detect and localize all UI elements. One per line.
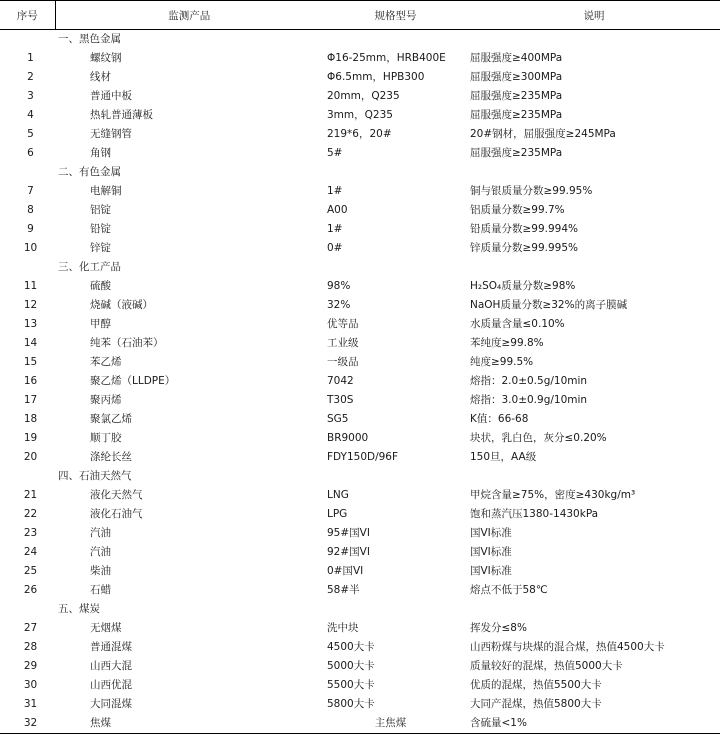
row-num: 3 (27, 90, 34, 102)
product-name: 无缝钢管 (90, 128, 132, 140)
product-name: 锌锭 (90, 242, 111, 254)
table-row (0, 448, 720, 467)
header-spec: 规格型号 (323, 1, 468, 30)
row-num: 21 (23, 489, 38, 501)
spec-model: 32% (327, 299, 351, 311)
spec-model: LNG (327, 489, 349, 501)
row-num: 16 (23, 375, 38, 387)
table-row (0, 524, 720, 543)
description: 大同产混煤，热值5800大卡 (470, 698, 602, 710)
description: NaOH质量分数≥32%的离子膜碱 (470, 299, 628, 311)
spec-model: 4500大卡 (327, 641, 375, 653)
spec-model: LPG (327, 508, 348, 520)
description: 铝质量分数≥99.7% (470, 204, 565, 216)
description: 铜与银质量分数≥99.95% (470, 185, 593, 197)
row-num: 11 (23, 280, 38, 292)
product-name: 铝锭 (90, 204, 111, 216)
spec-model: 7042 (327, 375, 354, 387)
table-row (0, 239, 720, 258)
row-num: 14 (23, 337, 38, 349)
row-num: 22 (23, 508, 38, 520)
table-row (0, 334, 720, 353)
product-name: 角钢 (90, 147, 111, 159)
product-name: 无烟煤 (90, 622, 122, 634)
table-row (0, 87, 720, 106)
category-label: 一、黑色金属 (58, 33, 121, 45)
category-label: 三、化工产品 (58, 261, 121, 273)
description: 国VI标准 (470, 527, 512, 539)
table-row (0, 505, 720, 524)
table-row (0, 695, 720, 714)
spec-model: 1# (327, 223, 343, 235)
spec-model: 优等品 (327, 318, 359, 330)
product-name: 热轧普通薄板 (90, 109, 153, 121)
table-header-row (0, 1, 720, 30)
table-row (0, 638, 720, 657)
description: 150旦，AA级 (470, 451, 537, 463)
category-row (0, 467, 720, 486)
table-row (0, 619, 720, 638)
spec-model: 工业级 (327, 337, 359, 349)
description: 甲烷含量≥75%，密度≥430kg/m³ (470, 489, 636, 501)
product-name: 山西大混 (90, 660, 132, 672)
table-row (0, 182, 720, 201)
table-row (0, 657, 720, 676)
header-note: 说明 (468, 1, 720, 30)
table-row (0, 68, 720, 87)
category-label: 五、煤炭 (58, 603, 100, 615)
row-num: 17 (23, 394, 38, 406)
category-row (0, 600, 720, 619)
description: H₂SO₄质量分数≥98% (470, 280, 576, 292)
row-num: 30 (23, 679, 38, 691)
table-row (0, 106, 720, 125)
description: 熔点不低于58℃ (470, 584, 548, 596)
row-num (0, 600, 55, 619)
row-num: 23 (23, 527, 38, 539)
product-name: 汽油 (90, 527, 111, 539)
row-num: 19 (23, 432, 38, 444)
table-row (0, 676, 720, 695)
description: 熔指：2.0±0.5g/10min (470, 375, 588, 387)
row-num: 29 (23, 660, 38, 672)
row-num: 28 (23, 641, 38, 653)
row-num: 31 (23, 698, 38, 710)
spec-model: 58#半 (327, 584, 360, 596)
row-num: 15 (23, 356, 38, 368)
row-num: 13 (23, 318, 38, 330)
row-num: 20 (23, 451, 38, 463)
product-name: 电解铜 (90, 185, 122, 197)
spec-model: 3mm，Q235 (327, 109, 393, 121)
product-name: 螺纹钢 (90, 52, 122, 64)
product-name: 汽油 (90, 546, 111, 558)
row-num: 26 (23, 584, 38, 596)
table-row (0, 201, 720, 220)
table-row (0, 49, 720, 68)
product-name: 顺丁胶 (90, 432, 122, 444)
spec-model: BR9000 (327, 432, 369, 444)
table-row (0, 562, 720, 581)
description: 锌质量分数≥99.995% (470, 242, 579, 254)
spec-model: 20mm，Q235 (327, 90, 400, 102)
spec-model: 1# (327, 185, 343, 197)
product-name: 线材 (90, 71, 111, 83)
spec-model: 主焦煤 (323, 714, 468, 734)
table-body (0, 30, 720, 734)
description: 国VI标准 (470, 565, 512, 577)
spec-model: A00 (327, 204, 348, 216)
spec-model: 5500大卡 (327, 679, 375, 691)
category-row (0, 30, 720, 50)
table-row (0, 220, 720, 239)
row-num: 9 (27, 223, 34, 235)
row-num: 25 (23, 565, 38, 577)
spec-model: 5# (327, 147, 343, 159)
table-row (0, 714, 720, 734)
row-num: 12 (23, 299, 38, 311)
spec-model: 5000大卡 (327, 660, 375, 672)
table-row (0, 486, 720, 505)
description: 20#钢材，屈服强度≥245MPa (470, 128, 616, 140)
product-name: 普通混煤 (90, 641, 132, 653)
table-row (0, 543, 720, 562)
row-num: 8 (27, 204, 34, 216)
spec-model: 0# (327, 242, 343, 254)
spec-model: Φ16-25mm，HRB400E (327, 52, 446, 64)
description: 国VI标准 (470, 546, 512, 558)
product-name: 苯乙烯 (90, 356, 122, 368)
row-num (0, 163, 55, 182)
header-num: 序号 (0, 1, 55, 30)
description: 屈服强度≥235MPa (470, 90, 563, 102)
table-row (0, 410, 720, 429)
description: 块状，乳白色，灰分≤0.20% (470, 432, 607, 444)
description: 屈服强度≥300MPa (470, 71, 563, 83)
row-num (0, 258, 55, 277)
table-row (0, 277, 720, 296)
product-name: 聚丙烯 (90, 394, 122, 406)
description: 屈服强度≥400MPa (470, 52, 563, 64)
product-name: 聚乙烯（LLDPE） (90, 375, 176, 387)
row-num: 2 (27, 71, 34, 83)
category-label: 二、有色金属 (58, 166, 121, 178)
row-num: 6 (27, 147, 34, 159)
row-num: 24 (23, 546, 38, 558)
row-num: 7 (27, 185, 34, 197)
spec-model: 洗中块 (327, 622, 359, 634)
product-name: 甲醇 (90, 318, 111, 330)
table-row (0, 296, 720, 315)
product-name: 涤纶长丝 (90, 451, 132, 463)
product-name: 大同混煤 (90, 698, 132, 710)
spec-model: SG5 (327, 413, 349, 425)
table-row (0, 144, 720, 163)
table-row (0, 315, 720, 334)
description: 挥发分≤8% (470, 622, 527, 634)
description: 山西粉煤与块煤的混合煤，热值4500大卡 (470, 641, 665, 653)
description: 屈服强度≥235MPa (470, 109, 563, 121)
table-row (0, 581, 720, 600)
row-num: 5 (27, 128, 34, 140)
table-row (0, 372, 720, 391)
product-name: 液化天然气 (90, 489, 143, 501)
row-num: 18 (23, 413, 38, 425)
description: 水质量含量≤0.10% (470, 318, 565, 330)
table-row (0, 125, 720, 144)
product-name: 液化石油气 (90, 508, 143, 520)
description: 铅质量分数≥99.994% (470, 223, 579, 235)
description: 质量较好的混煤，热值5000大卡 (470, 660, 623, 672)
spec-model: T30S (327, 394, 354, 406)
spec-model: 92#国VI (327, 546, 370, 558)
product-name: 石蜡 (90, 584, 111, 596)
row-num: 10 (23, 242, 38, 254)
product-name: 柴油 (90, 565, 111, 577)
description: 熔指：3.0±0.9g/10min (470, 394, 588, 406)
table-row (0, 391, 720, 410)
table-row (0, 353, 720, 372)
row-num (0, 467, 55, 486)
description: 饱和蒸汽压1380-1430kPa (470, 508, 599, 520)
spec-model: 一级品 (327, 356, 359, 368)
category-row (0, 258, 720, 277)
spec-model: 98% (327, 280, 351, 292)
description: 优质的混煤，热值5500大卡 (470, 679, 602, 691)
header-product: 监测产品 (55, 1, 323, 30)
row-num: 27 (23, 622, 38, 634)
spec-model: 5800大卡 (327, 698, 375, 710)
description: 纯度≥99.5% (470, 356, 534, 368)
description: K值：66-68 (470, 413, 529, 425)
description: 含硫量<1% (468, 714, 720, 734)
row-num: 32 (0, 714, 55, 734)
product-name: 烧碱（液碱） (90, 299, 153, 311)
product-name: 铅锭 (90, 223, 111, 235)
product-name: 山西优混 (90, 679, 132, 691)
table-row (0, 429, 720, 448)
row-num (0, 30, 55, 50)
spec-model: FDY150D/96F (327, 451, 399, 463)
spec-model: Φ6.5mm，HPB300 (327, 71, 425, 83)
product-name: 纯苯（石油苯） (90, 337, 164, 349)
product-name: 聚氯乙烯 (90, 413, 132, 425)
row-num: 1 (27, 52, 34, 64)
spec-model: 0#国VI (327, 565, 364, 577)
spec-model: 219*6，20# (327, 128, 392, 140)
product-name: 硫酸 (90, 280, 111, 292)
row-num: 4 (27, 109, 34, 121)
description: 屈服强度≥235MPa (470, 147, 563, 159)
product-name: 焦煤 (55, 714, 323, 734)
spec-model: 95#国VI (327, 527, 370, 539)
category-label: 四、石油天然气 (58, 470, 132, 482)
product-name: 普通中板 (90, 90, 132, 102)
description: 苯纯度≥99.8% (470, 337, 544, 349)
category-row (0, 163, 720, 182)
